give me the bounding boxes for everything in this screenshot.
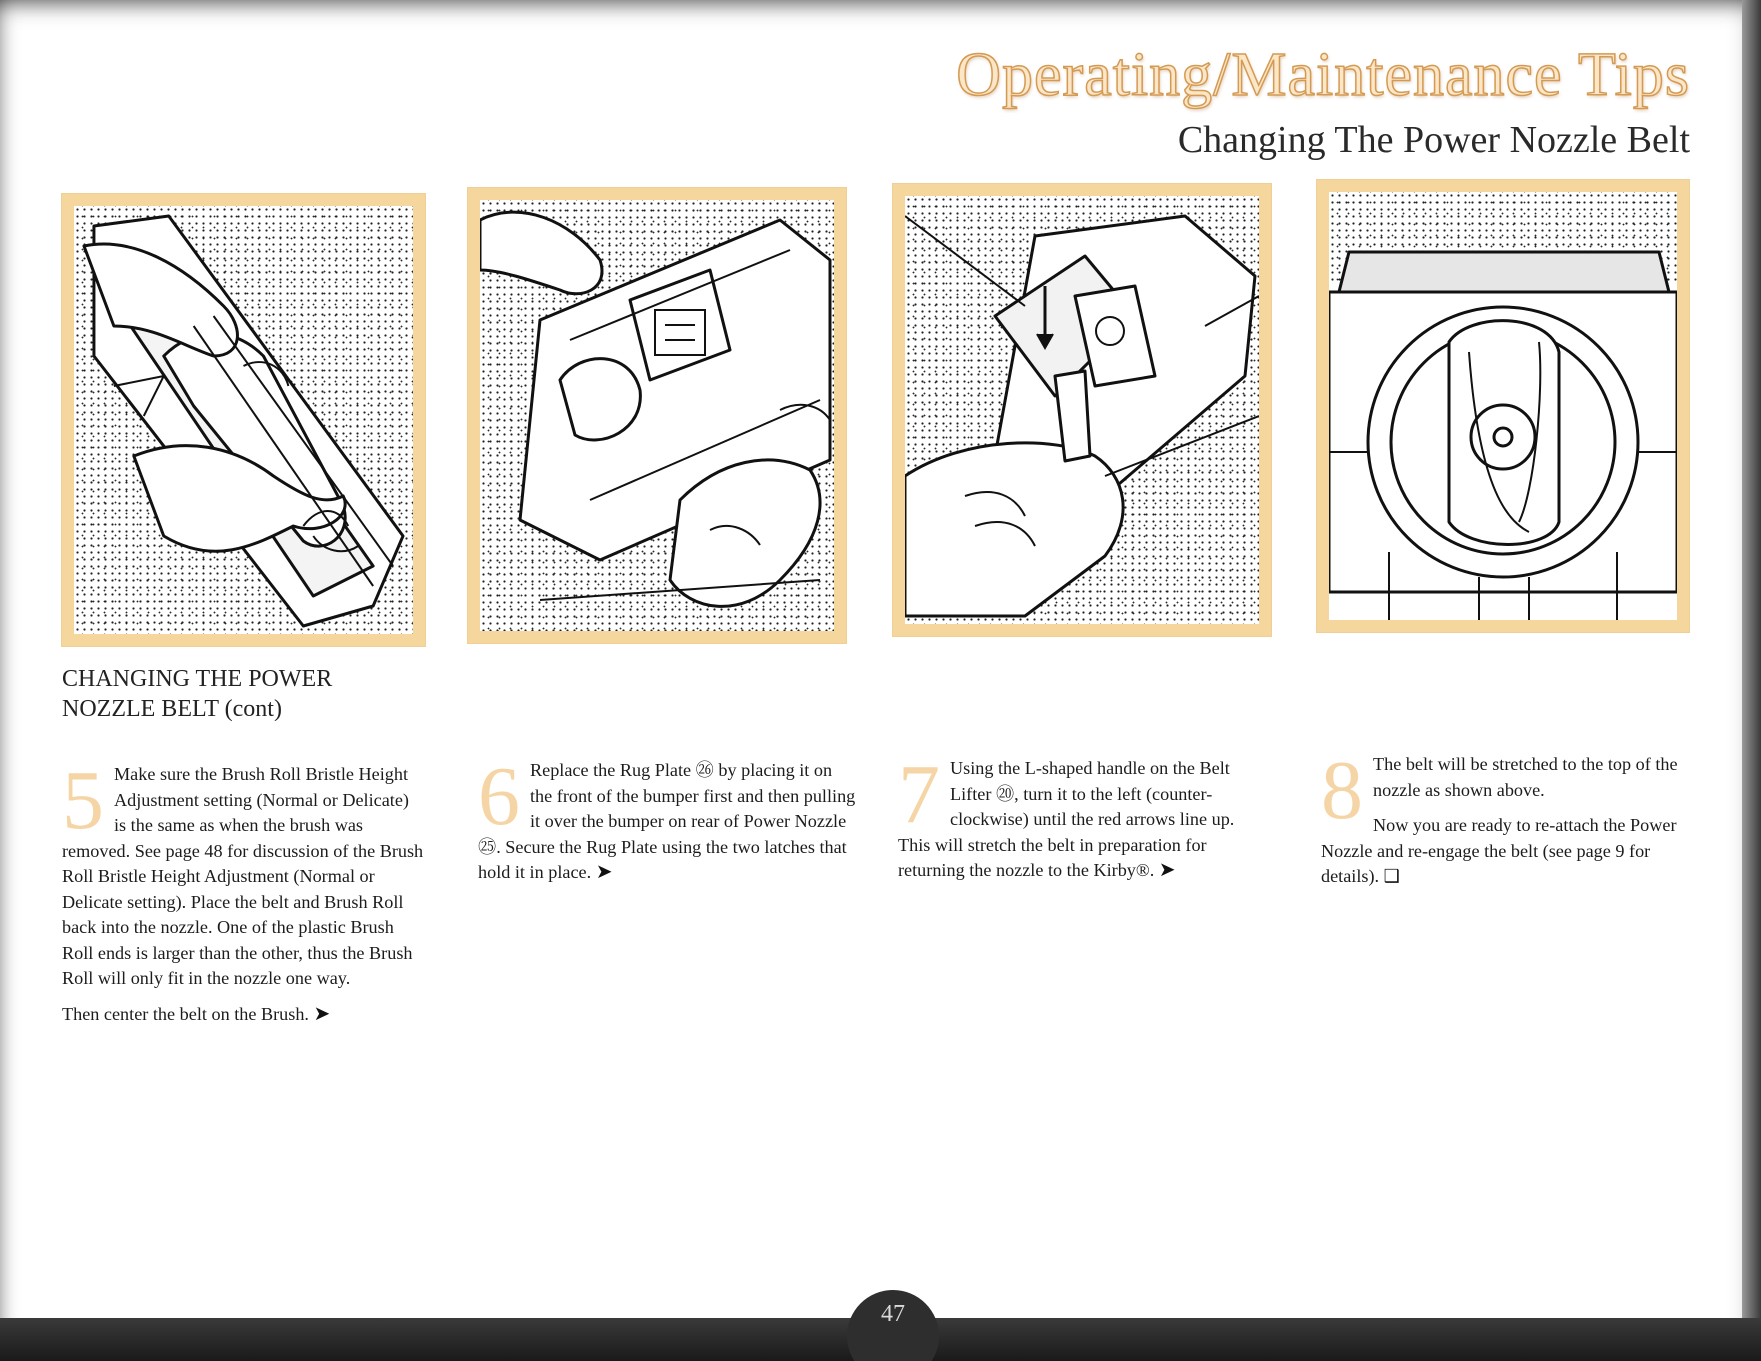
- step-5: [62, 754, 424, 1037]
- step-text: Then center the belt on the Brush. ➤: [62, 1002, 331, 1025]
- step-text: Make sure the Brush Roll Bristle Height Adjustment setting (Normal or Delicate) is the same as when the brush was removed. See page 48 for discussion of the Brush Roll Bristle Height Adjustment (Normal or Delicate setting). Place the belt and Brush Roll back into the nozzle. One of the plastic Brush Roll ends is larger than the other, thus the Brush Roll will only fit in the nozzle one way.: [62, 764, 424, 988]
- belt-lifter-turning-icon: [905, 196, 1259, 624]
- section-heading: [62, 664, 402, 724]
- step-text: Now you are ready to re-attach the Power Nozzle and re-engage the belt (see page 9 for details). ❑: [1321, 815, 1677, 886]
- step-text: Replace the Rug Plate ㉖ by placing it on the front of the bumper first and then pulling it over the bumper on rear of Power Nozzle ㉕. Secure the Rug Plate using the two latches that hold it in place. ➤: [478, 760, 856, 883]
- illustration-panel-step8: [1317, 180, 1689, 632]
- illustration-panel-step5: [62, 194, 425, 646]
- illustration-panel-step6: [468, 188, 846, 643]
- section-heading-line2: NOZZLE BELT (cont): [62, 696, 282, 722]
- step-number: 6: [478, 750, 520, 843]
- stretched-belt-icon: [1329, 192, 1677, 620]
- step-text: Using the L-shaped handle on the Belt Lifter ⑳, turn it to the left (counter-clockwise) until the red arrows line up. This will stretch the belt in preparation for returning the nozzle to the Kirby®. ➤: [898, 758, 1235, 881]
- step-text: The belt will be stretched to the top of the nozzle as shown above.: [1373, 754, 1678, 800]
- end-box-icon: ❑: [1383, 866, 1400, 886]
- step-number: 8: [1321, 744, 1363, 837]
- step-7: [898, 748, 1268, 894]
- step-number: 7: [898, 748, 940, 841]
- step-number: 5: [62, 754, 104, 847]
- step-6: [478, 750, 856, 896]
- continue-arrow-icon: ➤: [313, 1002, 331, 1025]
- continue-arrow-icon: ➤: [1158, 859, 1176, 881]
- rug-plate-replacement-icon: [480, 200, 834, 631]
- page-title: Operating/Maintenance Tips: [956, 41, 1690, 109]
- page-edge-shadow: [1742, 0, 1761, 1361]
- continue-arrow-icon: ➤: [595, 861, 613, 883]
- illustration-panel-step7: [893, 184, 1271, 636]
- step-8: [1321, 744, 1693, 900]
- brush-roll-insertion-icon: [74, 206, 413, 634]
- section-heading-line1: CHANGING THE POWER: [62, 666, 333, 692]
- page-number: 47: [847, 1290, 939, 1361]
- page-subtitle: Changing The Power Nozzle Belt: [1177, 119, 1690, 161]
